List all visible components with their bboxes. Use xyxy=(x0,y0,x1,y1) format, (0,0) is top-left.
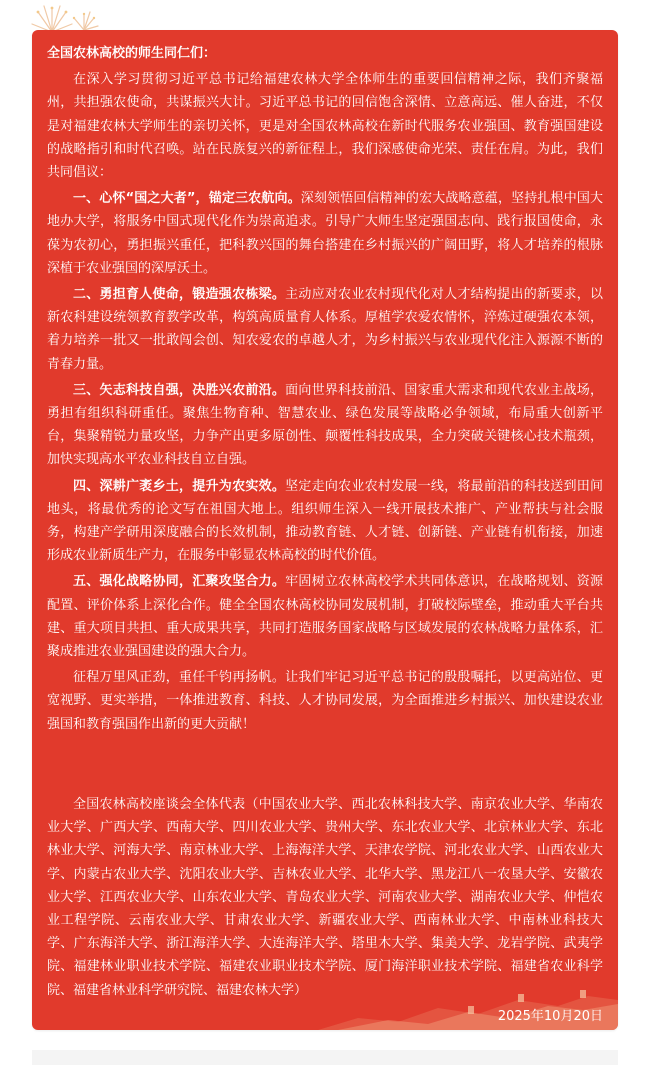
initiative-body: 坚定走向农业农村发展一线，将最前沿的科技送到田间地头，将最优秀的论文写在祖国大地上。组织师生深入一线开展技术推广、产业帮扶与社会服务，构建产学研用深度融合的长效机制，推动教育链、人才链、创新链、产业链有机衔接，加速形成农业新质生产力，在服务中彰显农林高校的时代价值。 xyxy=(47,478,603,564)
salutation: 全国农林高校的师生同仁们： xyxy=(47,46,217,61)
initiative-paragraph xyxy=(47,379,603,472)
initiative-body: 深刻领悟回信精神的宏大战略意蕴，坚持扎根中国大地办大学，将服务中国式现代化作为崇高追求。引导广大师生坚定强国志向、践行报国使命，永葆为农初心，勇担振兴重任，把科教兴国的舞台搭建在乡村振兴的广阔田野，将人才培养的根脉深植于农业强国的深厚沃土。 xyxy=(47,191,603,276)
initiative-heading: 一、心怀“国之大者”，锚定三农航向。 xyxy=(73,191,301,207)
closing-paragraph: 征程万里风正劲，重任千钧再扬帆。让我们牢记习近平总书记的殷殷嘱托，以更高站位、更宽视野、更实举措，一体推进教育、科技、人才协同发展，为全面推进乡村振兴、加快建设农业强国和教育强国作出新的更大贡献！ xyxy=(47,670,603,732)
initiative-paragraph xyxy=(47,570,603,663)
initiative-heading: 四、深耕广袤乡土，提升为农实效。 xyxy=(73,478,286,494)
signature: 全国农林高校座谈会全体代表（中国农业大学、西北农林科技大学、南京农业大学、华南农业大学、广西大学、西南大学、四川农业大学、贵州大学、东北农业大学、北京林业大学、东北林业大学、河海大学、南京林业大学、上海海洋大学、天津农学院、河北农业大学、山西农业大学、内蒙古农业大学、沈阳农业大学、吉林农业大学、北华大学、黑龙江八一农垦大学、安徽农业大学、江西农业大学、山东农业大学、青岛农业大学、河南农业大学、湖南农业大学、仲恺农业工程学院、云南农业大学、甘肃农业大学、新疆农业大学、西南林业大学、中南林业科技大学、广东海洋大学、浙江海洋大学、大连海洋大学、塔里木大学、集美大学、龙岩学院、武夷学院、福建林业职业技术学院、福建农业职业技术学院、厦门海洋职业技术学院、福建省农业科学院、福建省林业科学研究院、福建农林大学） xyxy=(47,796,603,998)
initiative-body: 面向世界科技前沿、国家重大需求和现代农业主战场，勇担有组织科研重任。聚焦生物育种、智慧农业、绿色发展等战略必争领域，布局重大创新平台，集聚精锐力量攻坚，力争产出更多原创性、颠覆性科技成果，全力突破关键核心技术瓶颈，加快实现高水平农业科技自立自强。 xyxy=(47,382,603,468)
initiative-paragraph xyxy=(47,187,603,280)
initiative-heading: 三、矢志科技自强，决胜兴农前沿。 xyxy=(73,382,286,398)
initiative-paragraph xyxy=(47,283,603,376)
initiative-heading: 二、勇担育人使命，锻造强农栋梁。 xyxy=(73,287,286,303)
date: 2025年10月20日 xyxy=(497,1008,603,1024)
intro-paragraph: 在深入学习贯彻习近平总书记给福建农林大学全体师生的重要回信精神之际，我们齐聚福州，共担强农使命，共谋振兴大计。习近平总书记的回信饱含深情、立意高远、催人奋进，不仅是对福建农林大学师生的亲切关怀，更是对全国农林高校在新时代服务农业强国、教育强国建设的战略指引和时代召唤。站在民族复兴的新征程上，我们深感使命光荣、责任在肩。为此，我们共同倡议： xyxy=(47,72,603,181)
footer-divider xyxy=(32,1050,618,1065)
initiative-card xyxy=(32,30,618,1030)
letter-content xyxy=(32,30,618,1028)
initiative-body: 牢固树立农林高校学术共同体意识，在战略规划、资源配置、评价体系上深化合作。健全全国农林高校协同发展机制，打破校际壁垒，推动重大平台共建、重大项目共担、重大成果共享，共同打造服务国家战略与区域发展的农林战略力量体系，汇聚成推进农业强国建设的强大合力。 xyxy=(47,574,603,660)
initiative-heading: 五、强化战略协同，汇聚攻坚合力。 xyxy=(73,574,286,590)
initiative-body: 主动应对农业农村现代化对人才结构提出的新要求，以新农科建设统领教育教学改革，构筑高质量育人体系。厚植学农爱农情怀，淬炼过硬强农本领，着力培养一批又一批敢闯会创、知农爱农的卓越人才，为乡村振兴与农业现代化注入源源不断的青春力量。 xyxy=(47,287,603,372)
initiative-paragraph xyxy=(47,475,603,568)
